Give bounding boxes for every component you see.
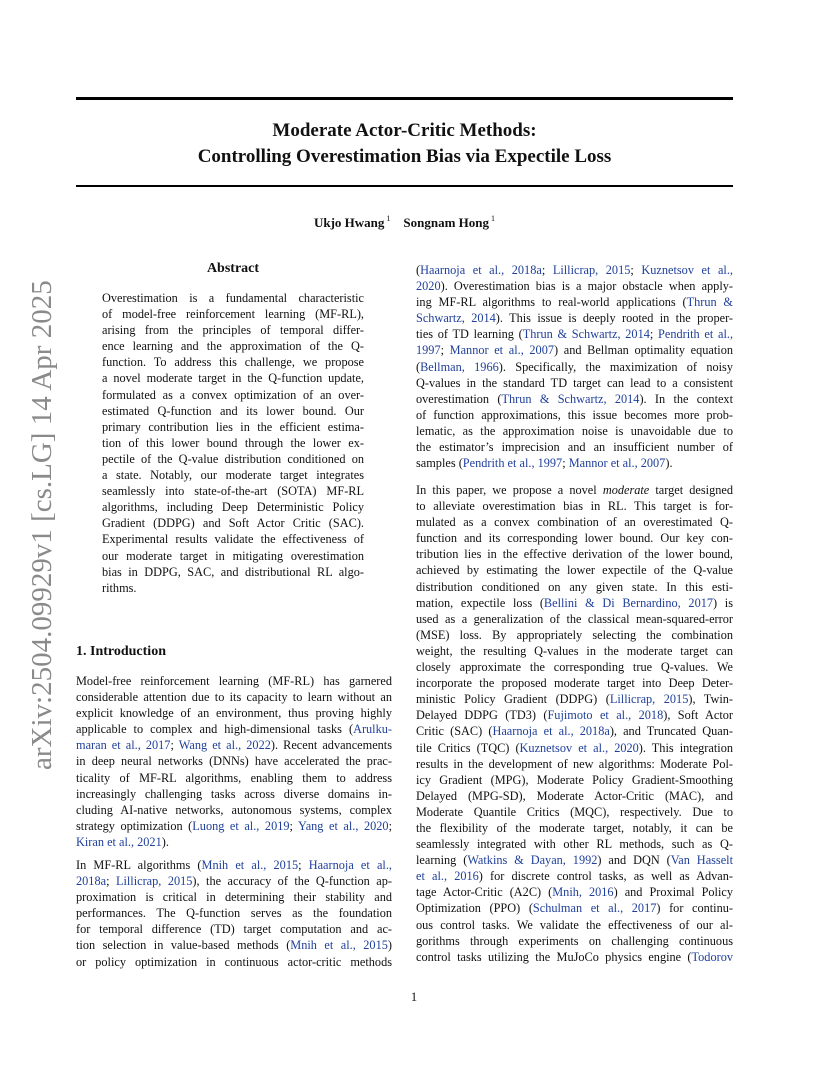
text-line [416,949,733,965]
text-line: primary contribution lies in the efficient estima- [102,419,364,434]
text-span: ing MF-RL algorithms to real-world applications ( [416,295,687,310]
citation-link[interactable]: Wang et al., 2022 [178,738,271,753]
text-span: or policy optimization in continuous actor-critic methods [76,954,392,969]
text-span: for temporal difference (TD) target computation and ac- [76,922,392,937]
text-span: ; [170,738,179,753]
text-line [76,673,392,689]
text-line [416,740,733,756]
text-span: in deep neural networks (DNNs) have accelerated the prac- [76,754,392,769]
text-span: tribution lies in the effective derivation of the lower bound, [416,547,733,562]
text-line [76,802,392,818]
author-name: Ukjo Hwang [313,215,385,230]
text-span: ), Soft Actor [663,708,734,723]
text-line [416,675,733,691]
text-line [416,342,733,358]
text-span: applicable to complex and high-dimensional tasks ( [76,722,354,737]
citation-link[interactable]: Schulman et al., 2017 [532,901,657,916]
text-line: pectile of the Q-value distribution conditioned on [102,451,364,466]
text-line [416,643,733,659]
text-span: Model-free reinforcement learning (MF-RL) has garnered [76,674,392,688]
text-line [76,921,392,937]
text-span: function and its corresponding lower bound. Our key con- [416,531,733,546]
text-line [416,868,733,884]
right-paragraph-2 [416,482,733,965]
text-span: ministic Policy Gradient (DDPG) ( [416,692,610,707]
citation-link[interactable]: 2020 [416,279,441,294]
text-span: performances. The Q-function serves as the foundation [76,906,392,921]
text-line [416,375,733,391]
text-span: learning ( [416,853,468,868]
text-span: to alleviate overestimation bias in RL. This target is for- [416,499,733,514]
text-span: of function approximations, this issue becomes more prob- [416,407,733,422]
text-line [76,689,392,705]
abstract-heading: Abstract [206,261,260,276]
text-span: achieved by estimating the lower expectile of the Q-value [416,563,733,578]
text-span: (MSE) loss. By appropriately selecting the combination [416,627,733,642]
citation-link[interactable]: Yang et al., 2020 [298,818,389,833]
right-paragraph-1 [416,262,733,471]
citation-link[interactable]: Bellini & Di Bernardino, 2017 [543,595,714,610]
text-line [416,455,733,471]
text-span: weight, the resulting Q-values in the moderate target can [416,643,733,658]
text-line: ence learning and the approximation of the Q- [102,339,364,354]
text-span: cluding AI-native networks, autonomous systems, complex [76,802,392,817]
text-span: ; [541,263,553,277]
text-line [76,737,392,753]
citation-link[interactable]: Kuznetsov et al., [641,263,733,277]
text-span: ). Recent advancements [270,738,392,753]
citation-link[interactable]: Mannor et al., 2007 [568,456,666,471]
text-span: ) and Proximal Policy [613,885,733,900]
page-number: 1 [410,990,418,1004]
citation-link[interactable]: Fujimoto et al., 2018 [547,708,664,723]
text-line [416,514,733,530]
text-line [416,933,733,949]
text-line: of model-free reinforcement learning (MF-RL), [102,307,364,322]
text-span: target designed [649,483,733,497]
text-line [416,756,733,772]
text-span: strategy optimization ( [76,818,193,833]
text-span: ) for discrete control tasks, as well as Advan- [478,869,734,884]
text-span: tage Actor-Critic (A2C) ( [416,885,553,900]
text-span: the estimator’s imprecision and an insufficient number of [416,440,733,455]
citation-link[interactable]: Lillicrap, 2015 [115,874,193,889]
text-span: ). This issue is deeply rooted in the proper- [495,311,734,326]
text-span: Delayed (MPG-SD), Moderate Actor-Critic (MAC), and [416,788,733,803]
abstract-body [102,290,364,596]
text-line [416,326,733,342]
text-line: function. To address this challenge, we propose [102,355,364,370]
text-line [416,498,733,514]
text-line [76,954,392,970]
text-span: ( [416,263,421,277]
text-line [416,884,733,900]
citation-link[interactable]: Kuznetsov et al., 2020 [519,740,639,755]
text-span: closely approximate the corresponding true Q-values. We [416,660,733,675]
author-affiliation: 1 [491,214,496,223]
text-line [416,310,733,326]
text-span: considerable attention due to its capacity to learn without an [76,690,392,705]
intro-paragraph-1 [76,673,392,850]
citation-link[interactable]: Lillicrap, 2015 [552,263,631,277]
text-span: seamlessly integrated with other RL methods, such as Q- [416,837,733,852]
text-span: ). Overestimation bias is a major obstacle when apply- [440,279,733,294]
text-span: Optimization (PPO) ( [416,901,533,916]
text-span: ). [665,456,673,471]
citation-link[interactable]: maran et al., 2017 [76,738,171,753]
citation-link[interactable]: Schwartz, 2014 [416,311,496,326]
title-bottom-rule [76,185,733,187]
text-span: the flexibility of the moderate target, notably, it can be [416,820,733,835]
citation-link[interactable]: Mnih et al., 2015 [201,858,299,872]
text-line [416,262,733,278]
text-line: algorithms, including Deep Deterministic Policy [102,500,364,515]
citation-link[interactable]: Thrun & [686,295,734,310]
citation-link[interactable]: Haarnoja et al., 2018a [420,263,542,277]
citation-link[interactable]: Van Hasselt [670,853,734,868]
text-span: incorporate the proposed moderate target into Deep Deter- [416,676,733,691]
author-name: Songnam Hong [403,215,490,230]
text-span: ; [298,858,309,872]
citation-link[interactable]: Thrun & Schwartz, 2014 [522,327,650,342]
text-span: ) [387,938,392,953]
text-line: rithms. [102,580,137,595]
citation-link[interactable]: Bellman, 1966 [420,359,499,374]
title-line-2: Controlling Overestimation Bias via Expectile Loss [197,146,612,167]
text-span: used as a generalization of the classical mean-squared-error [416,611,733,626]
text-line: formulated as a convex optimization of an over- [102,387,364,402]
text-span: Delayed DDPG (TD3) ( [416,708,548,723]
text-line [416,772,733,788]
text-line [416,407,733,423]
text-span: icy Gradient (MPG), Moderate Policy Gradient-Smoothing [416,772,733,787]
citation-link[interactable]: 2018a [76,874,107,889]
text-span: ; [106,874,116,889]
text-line: arising from the principles of temporal differ- [102,323,364,338]
text-line [76,721,392,737]
text-line [416,659,733,675]
text-line [416,482,733,498]
section-heading-introduction: 1. Introduction [76,644,166,659]
text-line [76,705,392,721]
text-line [76,857,392,873]
text-line [416,723,733,739]
text-span: samples ( [416,456,463,471]
text-line [416,691,733,707]
text-line [416,391,733,407]
author-list [76,214,733,231]
citation-link[interactable]: Haarnoja et al., [308,858,392,872]
text-line [416,627,733,643]
text-span: In this paper, we propose a novel [416,483,603,497]
text-span: ). This integration [638,740,733,755]
text-span: ; [440,343,450,358]
text-line [76,937,392,953]
text-span: Moderate Quantile Critics (MQC), respectively. Due to [416,804,733,819]
text-line [416,423,733,439]
citation-link[interactable]: Arulku- [353,722,392,737]
text-line [76,770,392,786]
paper-title [76,118,733,170]
text-span: ; [388,818,393,833]
text-line [416,439,733,455]
text-span: increasingly challenging tasks across diverse domains in- [76,786,392,801]
text-line [416,546,733,562]
citation-link[interactable]: Mannor et al., 2007 [449,343,555,358]
text-span: overestimation ( [416,391,502,406]
text-line [416,562,733,578]
text-line: Gradient (DDPG) and Soft Actor Critic (SAC). [102,516,364,531]
text-span: tile Critics (TQC) ( [416,740,520,755]
text-line: a state. Notably, our moderate target integrates [102,468,364,483]
text-line: tion of this lower bound through the lower ex- [102,435,364,450]
text-span: ) for continu- [656,901,733,916]
text-span: distribution conditioned on any given state. In this esti- [416,579,733,594]
text-span: ) is [713,595,734,610]
text-line [76,786,392,802]
text-line [416,820,733,836]
text-line [76,834,392,850]
text-span: explicit knowledge of an environment, thus proving highly [76,706,392,721]
citation-link[interactable]: Lillicrap, 2015 [609,692,689,707]
text-line: Overestimation is a fundamental characteristic [102,291,364,305]
text-span: ). In the context [639,391,734,406]
text-span: ous control tasks. We validate the effectiveness of our al- [416,917,733,932]
text-span: ), and Truncated Quan- [609,724,733,739]
top-rule [76,97,733,100]
text-span: results in the development of new algorithms: Moderate Pol- [416,756,733,771]
text-span: ( [416,359,421,374]
text-line [416,294,733,310]
text-line: a novel moderate target in the Q-function update, [102,371,364,386]
text-span: proximation is critical in determining their stability and [76,890,392,905]
text-line [76,873,392,889]
text-line [416,804,733,820]
text-line: our moderate target in mitigating overestimation [102,548,364,563]
text-line: estimated Q-function and its lower bound. Our [102,403,364,418]
citation-link[interactable]: Mnih et al., 2015 [290,938,388,953]
text-line: seamlessly into state-of-the-art (SOTA) MF-RL [102,484,364,499]
text-span: ; [289,818,299,833]
citation-link[interactable]: Pendrith et al., [658,327,734,342]
citation-link[interactable]: 1997 [416,343,441,358]
text-line [416,788,733,804]
text-line: Experimental results validate the effectiveness of [102,532,364,547]
text-line [416,530,733,546]
text-line [416,359,733,375]
text-span: control tasks utilizing the MuJoCo physics engine ( [416,949,692,964]
text-line [76,818,392,834]
text-span: ) and Bellman optimality equation [554,343,733,358]
intro-paragraph-2 [76,857,392,970]
citation-link[interactable]: Watkins & Dayan, 1992 [467,853,598,868]
text-span: mation, expectile loss ( [416,595,544,610]
text-line [76,753,392,769]
text-span: ; [630,263,642,277]
text-span: lematic, as the approximation noise is unavoidable due to [416,423,733,438]
author-affiliation: 1 [386,214,391,223]
citation-link[interactable]: Mnih, 2016 [552,885,614,900]
text-line [416,852,733,868]
text-span: Q-values in the standard TD target can lead to a consistent [416,375,733,390]
citation-link[interactable]: Todorov [691,949,733,964]
text-line [416,595,733,611]
citation-link[interactable]: Thrun & Schwartz, 2014 [501,391,640,406]
text-span: gorithms through experiments on challenging continuous [416,933,733,948]
arxiv-watermark: arXiv:2504.09929v1 [cs.LG] 14 Apr 2025 [26,280,58,770]
text-span: tion selection in value-based methods ( [76,938,291,953]
text-line [76,889,392,905]
text-line [416,836,733,852]
citation-link[interactable]: Pendrith et al., 1997 [462,456,563,471]
text-line [416,917,733,933]
text-span: ties of TD learning ( [416,327,523,342]
text-line [416,611,733,627]
text-line [416,579,733,595]
text-span: ; [649,327,659,342]
text-span: ; [562,456,569,471]
text-line [416,707,733,723]
text-line [416,900,733,916]
text-span: ticality of MF-RL algorithms, enabling them to address [76,770,392,785]
text-line: bias in DDPG, SAC, and distributional RL algo- [102,564,364,579]
text-line [416,278,733,294]
citation-link[interactable]: Kiran et al., 2021 [76,834,162,849]
text-span: mulated as a convex combination of an overestimated Q- [416,515,733,530]
text-span: In MF-RL algorithms ( [76,858,202,872]
citation-link[interactable]: et al., 2016 [416,869,479,884]
text-span: ), the accuracy of the Q-function ap- [192,874,392,889]
text-span: ). Specifically, the maximization of noisy [498,359,733,374]
citation-link[interactable]: Haarnoja et al., 2018a [492,724,610,739]
text-span: ) and DQN ( [597,853,671,868]
text-span: Critic (SAC) ( [416,724,493,739]
emphasized-text: moderate [602,483,650,497]
text-span: ). [161,834,169,849]
title-line-1: Moderate Actor-Critic Methods: [272,120,537,141]
text-line [76,905,392,921]
citation-link[interactable]: Luong et al., 2019 [192,818,290,833]
text-span: ), Twin- [688,692,733,707]
